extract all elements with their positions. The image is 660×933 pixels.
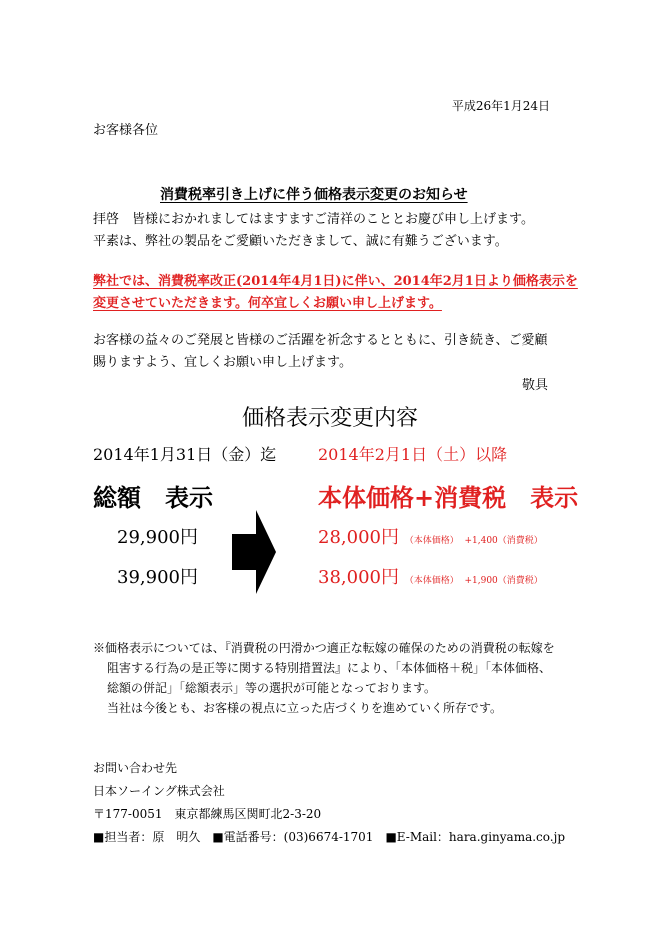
legal-note xyxy=(93,638,555,718)
old-price: 39,900円 xyxy=(117,567,198,588)
greeting-line: 拝啓 皆様におかれましてはますますご清祥のこととお慶び申し上げます。 xyxy=(93,212,534,227)
notice-line: 変更させていただきます。何卒宜しくお願い申し上げます。 xyxy=(93,296,442,311)
closing-paragraph xyxy=(93,330,547,374)
contact-block xyxy=(93,757,565,849)
closing-line: お客様の益々のご発展と皆様のご活躍を祈念するとともに、引き続き、ご愛顧 xyxy=(93,333,548,348)
note-line: ※価格表示については、『消費税の円滑かつ適正な転嫁の確保のための消費税の転嫁を xyxy=(93,641,555,655)
after-date: 2014年2月1日（土）以降 xyxy=(318,445,508,464)
closing-line: 賜りますよう、宜しくお願い申し上げます。 xyxy=(93,355,352,370)
before-label: 総額 表示 xyxy=(93,483,213,512)
letter-date: 平成26年1月24日 xyxy=(451,99,550,113)
greeting-paragraph xyxy=(93,209,534,253)
base-price-label: （本体価格） xyxy=(404,576,459,586)
after-label: 本体価格+消費税 表示 xyxy=(318,483,579,512)
tax-amount: +1,900（消費税） xyxy=(464,576,543,586)
company-address: 〒177-0051 東京都練馬区関町北2-3-20 xyxy=(93,807,322,821)
base-price-label: （本体価格） xyxy=(404,536,459,546)
new-price-row xyxy=(318,563,543,589)
tax-amount: +1,400（消費税） xyxy=(464,536,543,546)
right-arrow-icon xyxy=(232,510,276,594)
greeting-line: 平素は、弊社の製品をご愛顧いただきまして、誠に有難うございます。 xyxy=(93,234,508,249)
before-date: 2014年1月31日（金）迄 xyxy=(93,445,277,464)
new-price: 28,000円 xyxy=(318,527,399,548)
note-line: 阻害する行為の是正等に関する特別措置法』により、「本体価格＋税」「本体価格、 xyxy=(107,661,552,675)
notice-line: 弊社では、消費税率改正(2014年4月1日)に伴い、2014年2月1日より価格表示を xyxy=(93,274,578,289)
new-price: 38,000円 xyxy=(318,567,399,588)
new-price-row xyxy=(318,523,543,549)
old-price: 29,900円 xyxy=(117,527,198,548)
letter-title: 消費税率引き上げに伴う価格表示変更のお知らせ xyxy=(160,187,468,203)
contact-heading: お問い合わせ先 xyxy=(93,761,178,775)
note-line: 総額の併記」「総額表示」等の選択が可能となっております。 xyxy=(107,681,437,695)
comparison-heading: 価格表示変更内容 xyxy=(241,406,418,431)
contact-details: ■担当者：原 明久 ■電話番号：(03)6674-1701 ■E-Mail：hara.ginyama.co.jp xyxy=(93,830,566,844)
change-notice xyxy=(93,271,578,315)
keigu-sign-off: 敬具 xyxy=(521,378,548,393)
addressee: お客様各位 xyxy=(93,123,159,138)
company-name: 日本ソーイング株式会社 xyxy=(93,784,225,798)
note-line: 当社は今後とも、お客様の視点に立った店づくりを進めていく所存です。 xyxy=(107,701,503,715)
